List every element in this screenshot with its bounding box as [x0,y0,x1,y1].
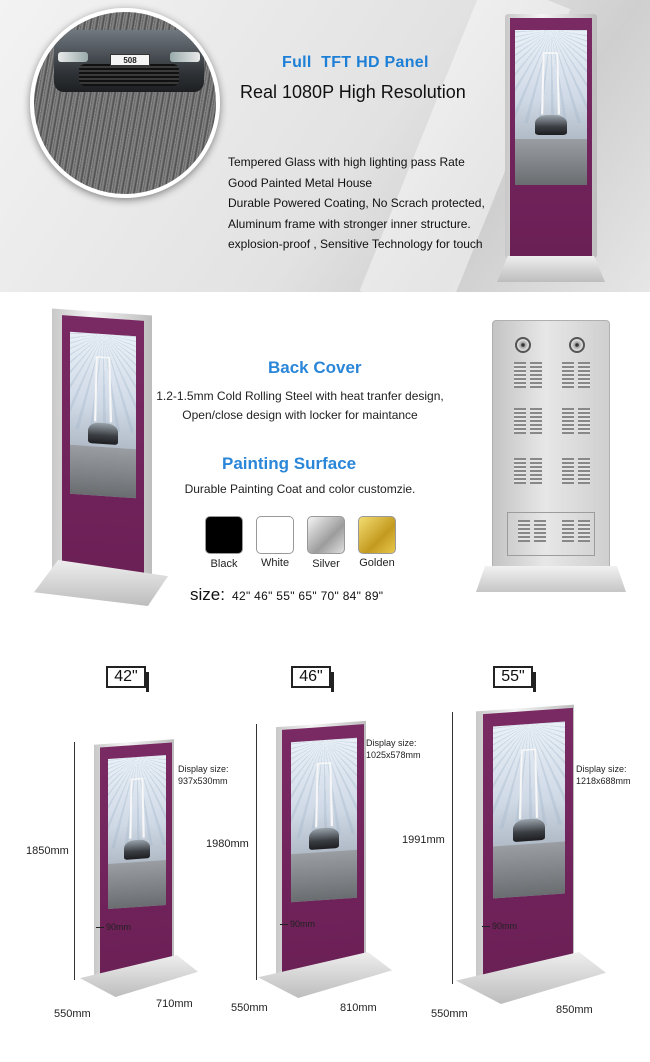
vent-grille [534,520,546,542]
fan-icon [515,337,531,353]
height-dimension: 1991mm [402,834,445,846]
vent-grille [514,362,526,388]
car-headlight-right [170,52,200,62]
feature-item: Aluminum frame with stronger inner structure. [228,216,471,231]
kiosk-display-image [493,721,565,898]
height-dimension-line [452,712,453,984]
vent-grille [514,458,526,484]
car-plate: 508 [110,54,150,66]
panel-section [0,0,650,292]
vent-grille [562,520,574,542]
size-tag: 46" [291,666,331,688]
vent-grille [562,458,574,484]
size-tag: 55" [493,666,533,688]
display-size-value: 937x530mm [178,776,228,786]
feature-item: explosion-proof , Sensitive Technology for touch [228,237,483,251]
vent-grille [530,458,542,484]
swatch-black [205,516,243,554]
car-headlight-left [58,52,88,62]
kiosk-base [476,566,626,592]
kiosk-display-image [291,738,357,903]
height-dimension: 1850mm [26,845,69,857]
feature-item: Good Painted Metal House [228,175,373,190]
panel-subtitle: Real 1080P High Resolution [240,82,466,102]
swatch-white [256,516,294,554]
display-size-label: Display size: [576,764,627,774]
vent-grille [578,408,590,434]
frame-dimension: 90mm [106,922,132,932]
size-values: 42" 46" 55" 65" 70" 84" 89" [232,589,384,603]
vent-grille [530,408,542,434]
height-dimension-line [256,724,257,980]
feature-item: Tempered Glass with high lighting pass Rate [228,155,465,169]
display-size-label: Display size: [366,738,417,748]
kiosk-display-image [515,30,587,185]
vent-grille [514,408,526,434]
vent-grille [562,408,574,434]
swatch-silver [307,516,345,554]
kiosk-display-image [70,332,136,499]
swatch-label: Black [210,558,238,570]
painting-description: Durable Painting Coat and color customzie. [184,482,416,496]
back-cover-line: 1.2-1.5mm Cold Rolling Steel with heat tranfer design, [156,389,444,403]
display-size-value: 1025x578mm [366,750,421,760]
height-dimension-line [74,742,75,980]
panel-title: Full TFT HD Panel [282,54,429,71]
swatch-golden [358,516,396,554]
painting-title: Painting Surface [222,454,357,473]
vent-grille [578,458,590,484]
vent-grille [578,362,590,388]
kiosk-display-image [108,755,166,909]
back-cover-line: Open/close design with locker for maintance [182,408,418,422]
display-size-label: Display size: [178,764,229,774]
size-label: size: [190,585,225,604]
width-dimension: 850mm [556,1004,593,1016]
car-grille [79,64,179,86]
width-dimension: 810mm [340,1002,377,1014]
swatch-label: White [260,557,290,569]
width-dimension: 710mm [156,998,193,1010]
depth-dimension: 550mm [231,1002,268,1014]
feature-list [228,152,485,255]
height-dimension: 1980mm [206,838,249,850]
frame-dimension: 90mm [492,921,518,931]
display-size-value: 1218x688mm [576,776,631,786]
feature-item: Durable Powered Coating, No Scrach protected, [228,196,485,210]
vent-grille [530,362,542,388]
vent-grille [518,520,530,542]
vent-grille [578,520,590,542]
fan-icon [569,337,585,353]
vent-grille [562,362,574,388]
depth-dimension: 550mm [54,1008,91,1020]
swatch-label: Golden [359,557,395,569]
depth-dimension: 550mm [431,1008,468,1020]
kiosk-base [497,256,605,282]
swatch-label: Silver [312,558,340,570]
back-cover-title: Back Cover [268,358,362,377]
frame-dimension: 90mm [290,919,316,929]
size-tag: 42" [106,666,146,688]
car-closeup-image [30,8,220,198]
